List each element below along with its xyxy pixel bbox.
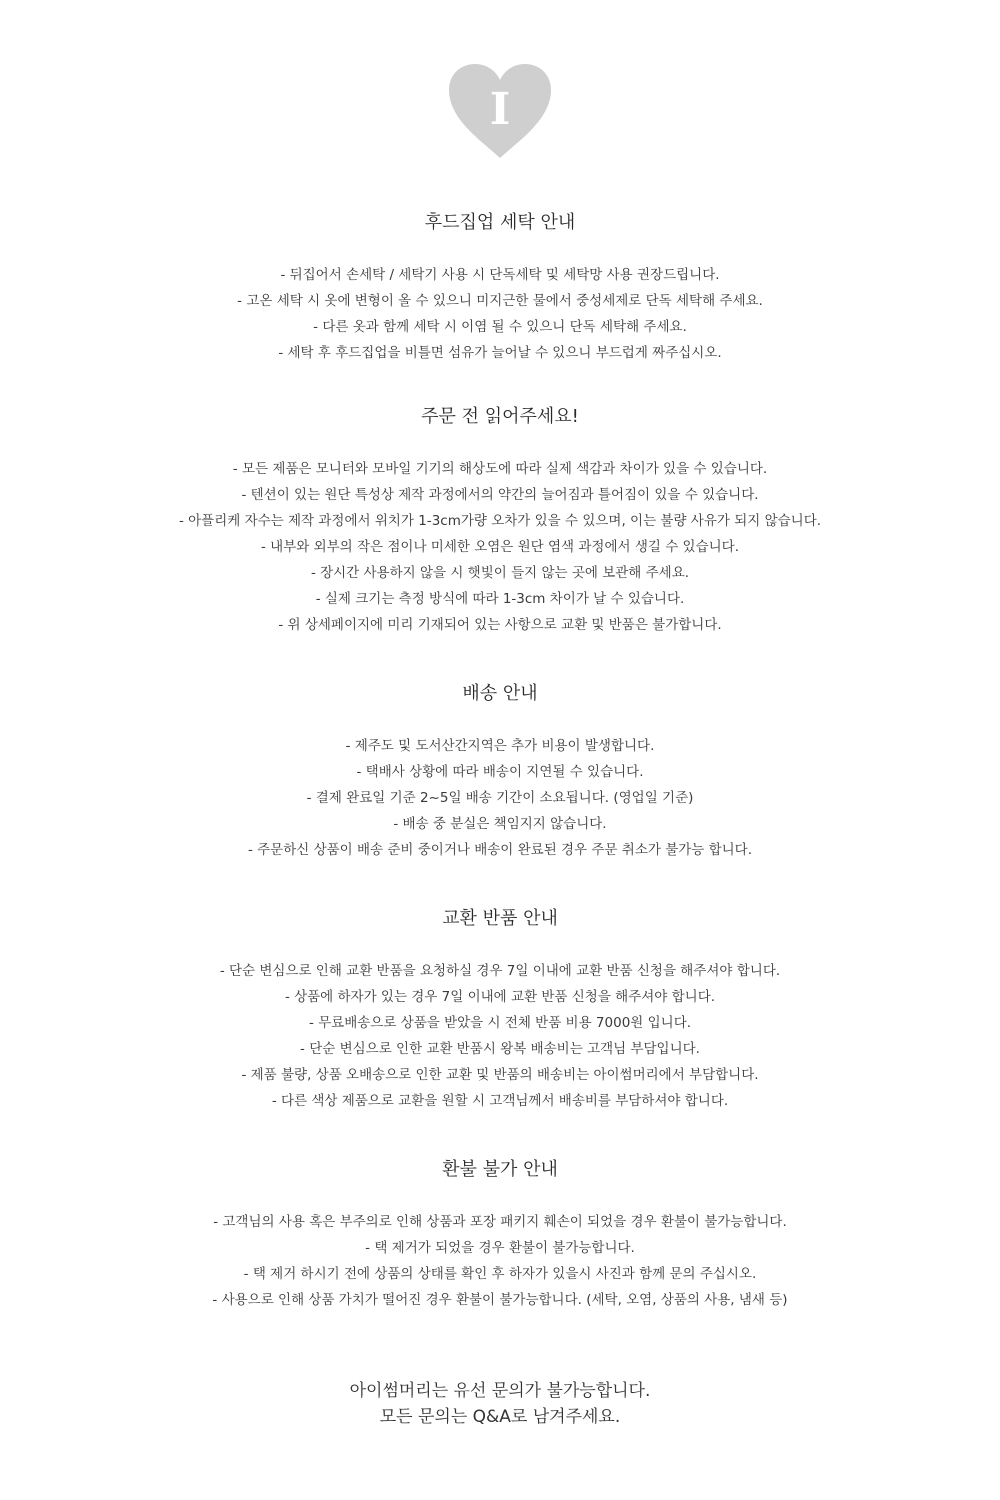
list-item: - 다른 옷과 함께 세탁 시 이염 될 수 있으니 단독 세탁해 주세요. bbox=[313, 319, 687, 335]
list-item: - 무료배송으로 상품을 받았을 시 전체 반품 비용 7000원 입니다. bbox=[308, 1015, 692, 1031]
list-item: - 실제 크기는 측정 방식에 따라 1-3cm 차이가 날 수 있습니다. bbox=[315, 591, 685, 607]
heart-logo bbox=[447, 62, 553, 160]
heart-letter: I bbox=[489, 84, 511, 135]
list-item: - 내부와 외부의 작은 점이나 미세한 오염은 원단 염색 과정에서 생길 수 있습니다. bbox=[261, 539, 739, 555]
footer-notice bbox=[0, 1378, 1000, 1430]
list-item: - 상품에 하자가 있는 경우 7일 이내에 교환 반품 신청을 해주셔야 합니다. bbox=[284, 989, 716, 1005]
notice-list bbox=[0, 456, 1000, 638]
exchange-list bbox=[0, 958, 1000, 1114]
list-item: - 고객님의 사용 혹은 부주의로 인해 상품과 포장 패키지 훼손이 되었을 경우 환불이 불가능합니다. bbox=[213, 1214, 787, 1230]
list-item: - 제품 불량, 상품 오배송으로 인한 교환 및 반품의 배송비는 아이썸머리에서 부담합니다. bbox=[241, 1067, 759, 1083]
list-item: - 사용으로 인해 상품 가치가 떨어진 경우 환불이 불가능합니다. (세탁, 오염, 상품의 사용, 냄새 등) bbox=[212, 1292, 788, 1308]
list-item: - 모든 제품은 모니터와 모바일 기기의 해상도에 따라 실제 색감과 차이가 있을 수 있습니다. bbox=[232, 461, 768, 477]
list-item: - 아플리케 자수는 제작 과정에서 위치가 1-3cm가량 오차가 있을 수 있으며, 이는 불량 사유가 되지 않습니다. bbox=[178, 513, 822, 529]
list-item: - 위 상세페이지에 미리 기재되어 있는 사항으로 교환 및 반품은 불가합니다. bbox=[278, 617, 722, 633]
list-item: - 장시간 사용하지 않을 시 햇빛이 들지 않는 곳에 보관해 주세요. bbox=[310, 565, 690, 581]
refund-title: 환불 불가 안내 bbox=[442, 1159, 558, 1180]
list-item: - 텐션이 있는 원단 특성상 제작 과정에서의 약간의 늘어짐과 틀어짐이 있을 수 있습니다. bbox=[241, 487, 759, 503]
list-item: - 뒤집어서 손세탁 / 세탁기 사용 시 단독세탁 및 세탁망 사용 권장드립니다. bbox=[280, 267, 720, 283]
list-item: - 고온 세탁 시 옷에 변형이 올 수 있으니 미지근한 물에서 중성세제로 단독 세탁해 주세요. bbox=[237, 293, 763, 309]
footer-line-qna: 모든 문의는 Q&A로 남겨주세요. bbox=[379, 1407, 621, 1427]
notice-section bbox=[0, 404, 1000, 638]
refund-list bbox=[0, 1209, 1000, 1313]
list-item: - 결제 완료일 기준 2~5일 배송 기간이 소요됩니다. (영업일 기준) bbox=[306, 790, 694, 806]
footer-line-phone: 아이썸머리는 유선 문의가 불가능합니다. bbox=[349, 1381, 651, 1401]
list-item: - 택 제거 하시기 전에 상품의 상태를 확인 후 하자가 있을시 사진과 함께 문의 주십시오. bbox=[243, 1266, 757, 1282]
list-item: - 제주도 및 도서산간지역은 추가 비용이 발생합니다. bbox=[345, 738, 655, 754]
list-item: - 택 제거가 되었을 경우 환불이 불가능합니다. bbox=[365, 1240, 635, 1256]
list-item: - 배송 중 분실은 책임지지 않습니다. bbox=[393, 816, 607, 832]
refund-section bbox=[0, 1157, 1000, 1313]
heart-icon bbox=[447, 62, 553, 160]
list-item: - 주문하신 상품이 배송 준비 중이거나 배송이 완료된 경우 주문 취소가 불가능 합니다. bbox=[247, 842, 753, 858]
list-item: - 단순 변심으로 인한 교환 반품시 왕복 배송비는 고객님 부담입니다. bbox=[300, 1041, 700, 1057]
shipping-title: 배송 안내 bbox=[462, 683, 538, 704]
shipping-section bbox=[0, 681, 1000, 863]
list-item: - 세탁 후 후드집업을 비틀면 섬유가 늘어날 수 있으니 부드럽게 짜주십시오. bbox=[278, 345, 722, 361]
list-item: - 다른 색상 제품으로 교환을 원할 시 고객님께서 배송비를 부담하셔야 합니다. bbox=[271, 1093, 729, 1109]
laundry-section bbox=[0, 210, 1000, 366]
laundry-title: 후드집업 세탁 안내 bbox=[424, 212, 576, 233]
exchange-section bbox=[0, 906, 1000, 1114]
exchange-title: 교환 반품 안내 bbox=[442, 908, 558, 929]
list-item: - 택배사 상황에 따라 배송이 지연될 수 있습니다. bbox=[356, 764, 644, 780]
list-item: - 단순 변심으로 인해 교환 반품을 요청하실 경우 7일 이내에 교환 반품 신청을 해주셔야 합니다. bbox=[219, 963, 781, 979]
laundry-list bbox=[0, 262, 1000, 366]
shipping-list bbox=[0, 733, 1000, 863]
notice-title: 주문 전 읽어주세요! bbox=[421, 406, 579, 427]
